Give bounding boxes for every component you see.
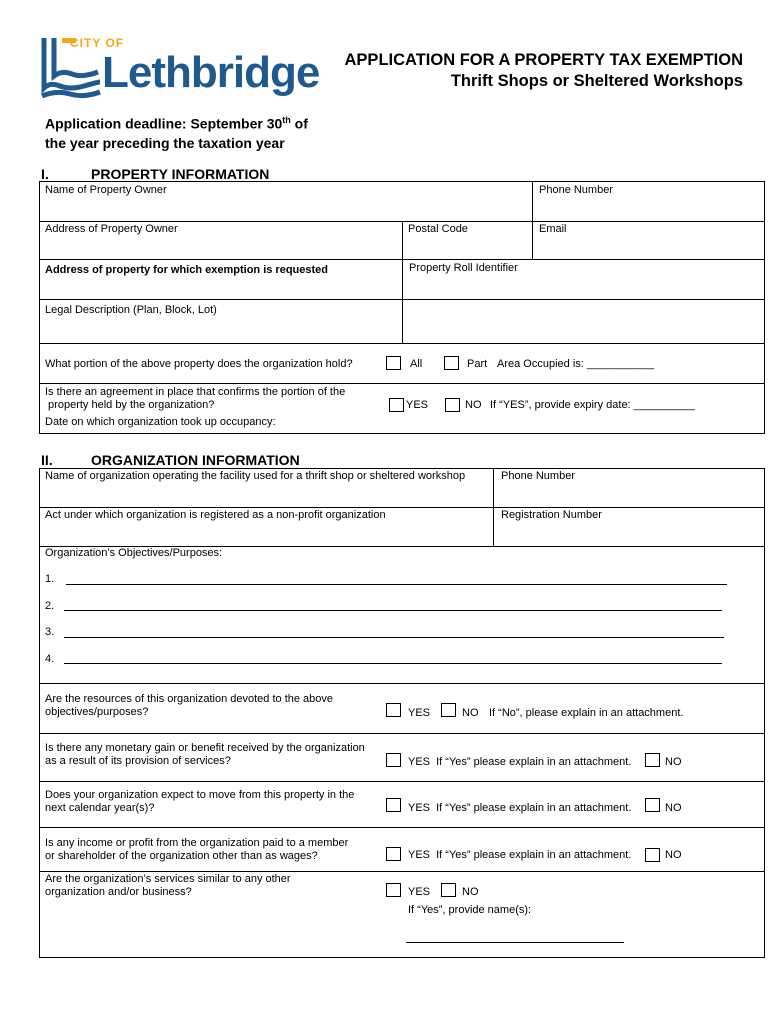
agreement-question: Is there an agreement in place that confirms the portion of the property held by the organization?: [45, 386, 346, 411]
registration-number-field[interactable]: Registration Number: [501, 509, 602, 521]
portion-part-label: Part: [467, 358, 488, 370]
objective-2-input[interactable]: [64, 600, 722, 611]
income-no-checkbox[interactable]: [645, 848, 660, 862]
monetary-gain-yes-checkbox[interactable]: [386, 753, 401, 767]
similar-services-note: If “Yes”, provide name(s):: [408, 904, 532, 916]
resources-yes-checkbox[interactable]: [386, 703, 401, 717]
email-field[interactable]: Email: [539, 223, 567, 235]
resources-question: Are the resources of this organization devoted to the above objectives/purposes?: [45, 693, 334, 718]
similar-services-no-label: NO: [462, 886, 479, 898]
org-phone-field[interactable]: Phone Number: [501, 470, 575, 482]
agreement-yes-checkbox[interactable]: [389, 398, 404, 412]
form-subtitle: Thrift Shops or Sheltered Workshops: [450, 72, 743, 90]
objectives-label: Organization’s Objectives/Purposes:: [45, 547, 223, 559]
agreement-no-checkbox[interactable]: [445, 398, 460, 412]
similar-services-no-checkbox[interactable]: [441, 883, 456, 897]
monetary-gain-yes-label: YES If “Yes” please explain in an attachment.: [408, 756, 632, 768]
section-1-title: PROPERTY INFORMATION: [91, 166, 270, 182]
portion-part-checkbox[interactable]: [444, 356, 459, 370]
org-name-field[interactable]: Name of organization operating the facility used for a thrift shop or sheltered workshop: [45, 470, 466, 482]
agreement-no-label: NO: [465, 399, 482, 411]
similar-services-question: Are the organization’s services similar to any other organization and/or business?: [45, 873, 291, 898]
move-no-checkbox[interactable]: [645, 798, 660, 812]
move-no-label: NO: [665, 802, 682, 814]
section-1-number: I.: [41, 166, 49, 182]
income-yes-label: YES If “Yes” please explain in an attachment.: [408, 849, 632, 861]
owner-phone-field[interactable]: Phone Number: [539, 184, 613, 196]
occupancy-date-field[interactable]: Date on which organization took up occupancy:: [45, 416, 276, 428]
similar-services-yes-label: YES: [408, 886, 431, 898]
objective-4-label: 4.: [45, 653, 55, 665]
monetary-gain-no-checkbox[interactable]: [645, 753, 660, 767]
move-yes-label: YES If “Yes” please explain in an attachment.: [408, 802, 632, 814]
roll-identifier-field[interactable]: Property Roll Identifier: [409, 262, 518, 274]
similar-services-names-input[interactable]: [406, 930, 624, 943]
city-logo: [40, 36, 320, 104]
objective-4-input[interactable]: [64, 653, 722, 664]
portion-all-label: All: [410, 358, 423, 370]
deadline-text: Application deadline: September 30th of the year preceding the taxation year: [45, 115, 308, 151]
income-question: Is any income or profit from the organization paid to a member or shareholder of the organization other than as wages?: [45, 837, 349, 862]
objective-3-input[interactable]: [64, 627, 724, 638]
move-question: Does your organization expect to move from this property in the next calendar year(s)?: [45, 789, 355, 814]
postal-code-field[interactable]: Postal Code: [408, 223, 468, 235]
expiry-date-field[interactable]: If “YES”, provide expiry date: __________: [490, 399, 695, 411]
portion-all-checkbox[interactable]: [386, 356, 401, 370]
area-occupied-field[interactable]: Area Occupied is: ___________: [497, 358, 655, 370]
exempt-address-field[interactable]: Address of property for which exemption is requested: [45, 264, 328, 276]
resources-note: If “No”, please explain in an attachment.: [489, 707, 684, 719]
section-2-title: ORGANIZATION INFORMATION: [91, 452, 300, 468]
logo-city-of: CITY OF: [70, 36, 125, 50]
legal-description-field[interactable]: Legal Description (Plan, Block, Lot): [45, 304, 217, 316]
owner-name-field[interactable]: Name of Property Owner: [45, 184, 167, 196]
monetary-gain-no-label: NO: [665, 756, 682, 768]
form-title: APPLICATION FOR A PROPERTY TAX EXEMPTION: [344, 51, 743, 69]
act-field[interactable]: Act under which organization is registered as a non-profit organization: [45, 509, 386, 521]
owner-address-field[interactable]: Address of Property Owner: [45, 223, 178, 235]
monetary-gain-question: Is there any monetary gain or benefit received by the organization as a result of its provision of services?: [45, 742, 365, 767]
agreement-yes-label: YES: [406, 399, 429, 411]
logo-name: Lethbridge: [102, 48, 320, 97]
similar-services-yes-checkbox[interactable]: [386, 883, 401, 897]
resources-yes-label: YES: [408, 707, 431, 719]
objective-1-input[interactable]: [66, 574, 727, 585]
objective-1-label: 1.: [45, 573, 55, 585]
income-no-label: NO: [665, 849, 682, 861]
resources-no-checkbox[interactable]: [441, 703, 456, 717]
objective-3-label: 3.: [45, 626, 55, 638]
income-yes-checkbox[interactable]: [386, 847, 401, 861]
resources-no-label: NO: [462, 707, 479, 719]
section-2-number: II.: [41, 452, 53, 468]
move-yes-checkbox[interactable]: [386, 798, 401, 812]
objective-2-label: 2.: [45, 600, 55, 612]
portion-question: What portion of the above property does the organization hold?: [45, 358, 353, 370]
